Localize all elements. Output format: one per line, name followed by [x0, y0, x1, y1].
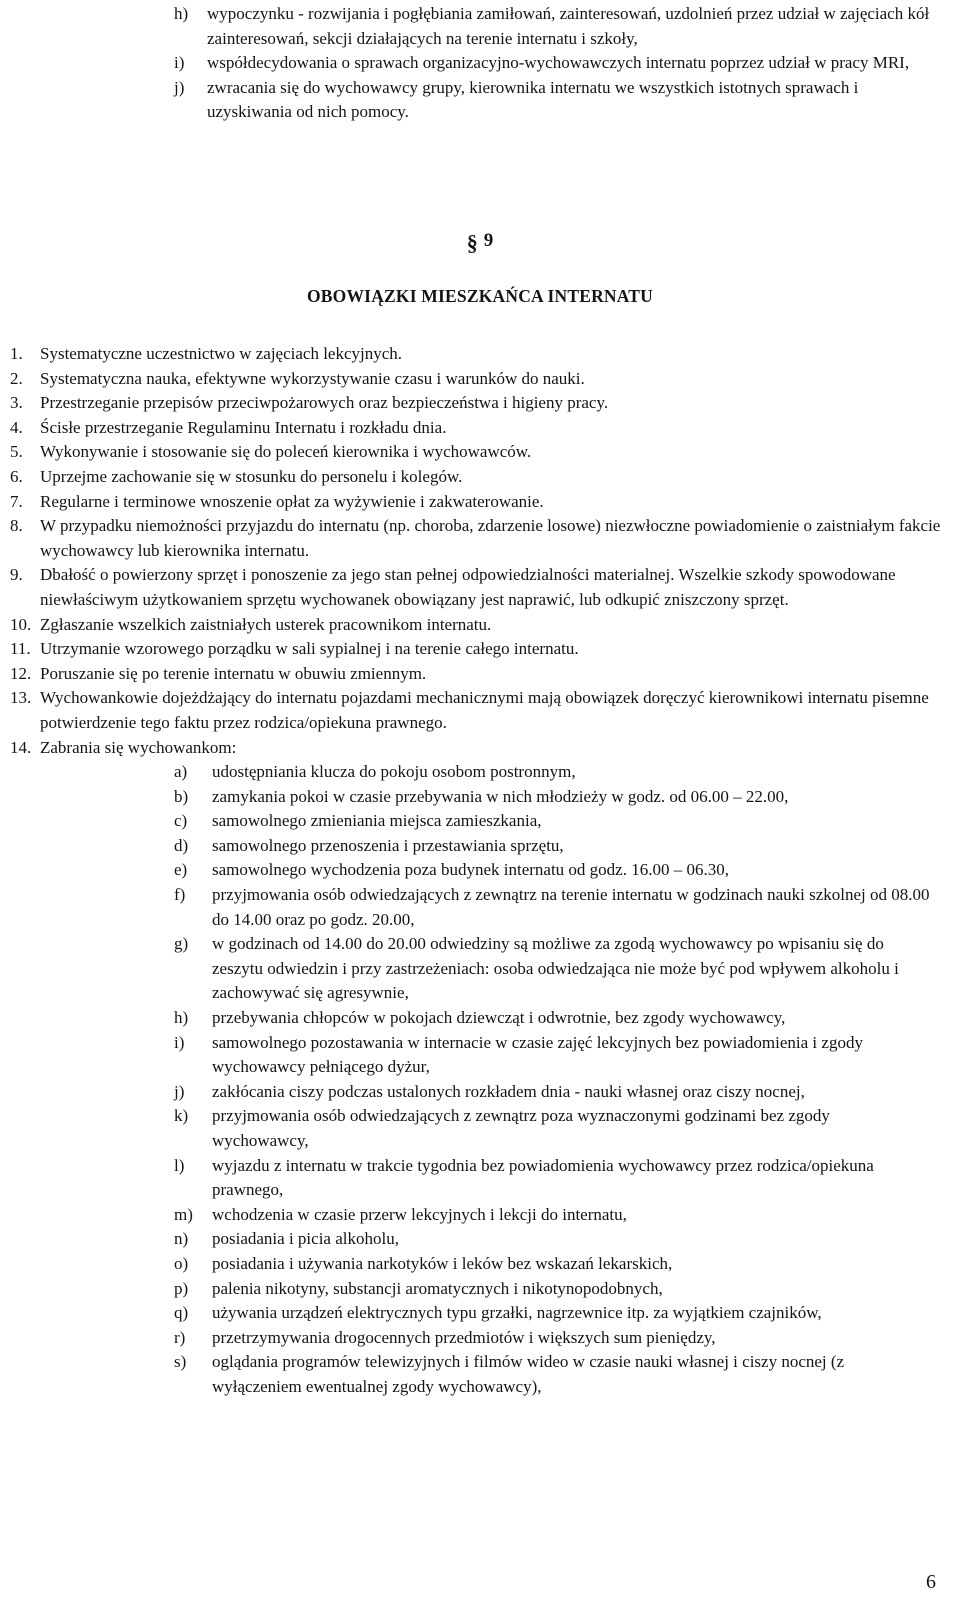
item-text: Zabrania się wychowankom:	[40, 737, 237, 757]
page-number: 6	[926, 1571, 936, 1593]
sub-item-label: p)	[174, 1278, 189, 1298]
sub-item	[155, 1277, 930, 1302]
item-number: 10.	[10, 614, 32, 634]
sub-item-text: oglądania programów telewizyjnych i filmów wideo w czasie nauki własnej i ciszy nocnej (z wyłączeniem ewentualnej zgody wychowawcy),	[212, 1352, 845, 1396]
section-number: 9	[483, 230, 494, 251]
sub-item-label: s)	[174, 1352, 187, 1372]
item-text: Wykonywanie i stosowanie się do poleceń kierownika i wychowawców.	[40, 442, 532, 462]
item-text: współdecydowania o sprawach organizacyjno-wychowawczych internatu poprzez udział w pracy MRI,	[207, 53, 910, 73]
sub-item-label: k)	[174, 1106, 189, 1126]
sub-item	[155, 1154, 930, 1203]
sub-item-text: posiadania i picia alkoholu,	[212, 1229, 399, 1249]
list-item	[10, 416, 950, 441]
sub-item-text: wchodzenia w czasie przerw lekcyjnych i lekcji do internatu,	[212, 1204, 627, 1224]
sub-item	[155, 1080, 930, 1105]
sub-item-label: a)	[174, 762, 188, 782]
item-text: Systematyczna nauka, efektywne wykorzystywanie czasu i warunków do nauki.	[40, 368, 585, 388]
sub-item	[155, 1350, 930, 1399]
section-heading	[0, 229, 960, 256]
sub-item-text: samowolnego przenoszenia i przestawiania sprzętu,	[212, 835, 564, 855]
sub-item	[155, 1227, 930, 1252]
list-item	[10, 465, 950, 490]
list-item	[10, 637, 950, 662]
item-text: Regularne i terminowe wnoszenie opłat za wyżywienie i zakwaterowanie.	[40, 491, 544, 511]
list-item	[10, 662, 950, 687]
item-number: 12.	[10, 663, 32, 683]
item-text: Dbałość o powierzony sprzęt i ponoszenie za jego stan pełnej odpowiedzialności materialnej. Wszelkie szkody spowodowane niewłaściwym użytkowaniem sprzętu wychowanek obowiązany jest naprawić, lub odkupić zniszczony sprzęt.	[40, 565, 896, 609]
duties-list	[10, 342, 950, 1400]
list-item	[10, 563, 950, 612]
section-title: OBOWIĄZKI MIESZKAŃCA INTERNATU	[306, 286, 653, 306]
item-label: j)	[174, 77, 185, 97]
sub-item-label: i)	[174, 1032, 185, 1052]
continued-list	[174, 2, 944, 125]
sub-item-text: wyjazdu z internatu w trakcie tygodnia bez powiadomienia wychowawcy przez rodzica/opiekuna prawnego,	[212, 1155, 874, 1200]
list-item	[10, 613, 950, 638]
list-item	[10, 490, 950, 515]
item-text: Wychowankowie dojeżdżający do internatu pojazdami mechanicznymi mają obowiązek doręczyć kierownikowi internatu pisemne potwierdzenie tego faktu przez rodzica/opiekuna prawnego.	[40, 688, 929, 732]
item-text: zwracania się do wychowawcy grupy, kierownika internatu we wszystkich istotnych sprawach i uzyskiwania od nich pomocy.	[207, 77, 859, 122]
sub-item	[155, 1203, 930, 1228]
sub-item-label: h)	[174, 1008, 189, 1028]
sub-item-label: c)	[174, 811, 188, 831]
item-text: Ścisłe przestrzeganie Regulaminu Internatu i rozkładu dnia.	[40, 417, 447, 437]
list-item-i	[174, 51, 944, 76]
sub-item	[155, 1326, 930, 1351]
sub-item-text: posiadania i używania narkotyków i leków bez wskazań lekarskich,	[212, 1253, 673, 1273]
item-text: Utrzymanie wzorowego porządku w sali sypialnej i na terenie całego internatu.	[40, 639, 579, 659]
sub-item-label: f)	[174, 885, 186, 905]
sub-item-text: przebywania chłopców w pokojach dziewcząt i odwrotnie, bez zgody wychowawcy,	[212, 1008, 786, 1028]
item-number: 8.	[10, 516, 23, 536]
sub-item-label: r)	[174, 1327, 186, 1347]
sub-item-label: n)	[174, 1229, 189, 1249]
item-number: 7.	[10, 491, 23, 511]
list-item	[10, 736, 950, 761]
item-text: wypoczynku - rozwijania i pogłębiania zamiłowań, zainteresowań, uzdolnień przez udział w zajęciach kół zainteresowań, sekcji działających na terenie internatu i szkoły,	[207, 4, 930, 48]
list-item	[10, 391, 950, 416]
sub-item-text: palenia nikotyny, substancji aromatycznych i nikotynopodobnych,	[212, 1278, 663, 1298]
item-label: i)	[174, 53, 185, 73]
item-number: 9.	[10, 565, 23, 585]
item-text: Przestrzeganie przepisów przeciwpożarowych oraz bezpieczeństwa i higieny pracy.	[40, 393, 609, 413]
sub-item-text: samowolnego zmieniania miejsca zamieszkania,	[212, 811, 542, 831]
sub-item-label: d)	[174, 835, 189, 855]
item-text: Systematyczne uczestnictwo w zajęciach lekcyjnych.	[40, 344, 403, 363]
item-number: 4.	[10, 417, 23, 437]
item-text: Zgłaszanie wszelkich zaistniałych usterek pracownikom internatu.	[40, 614, 492, 634]
sub-item-text: udostępniania klucza do pokoju osobom postronnym,	[212, 762, 576, 782]
sub-item-label: j)	[174, 1081, 185, 1101]
sub-item	[155, 883, 930, 932]
item-text: Poruszanie się po terenie internatu w obuwiu zmiennym.	[40, 663, 427, 683]
item-number: 1.	[10, 344, 23, 363]
item-text: Uprzejme zachowanie się w stosunku do personelu i kolegów.	[40, 466, 463, 486]
sub-item-text: samowolnego pozostawania w internacie w czasie zajęć lekcyjnych bez powiadomienia i zgody wychowawcy pełniącego dyżur,	[212, 1032, 863, 1077]
list-item-j	[174, 76, 944, 125]
sub-item-text: przyjmowania osób odwiedzających z zewnątrz poza wyznaczonymi godzinami bez zgody wychowawcy,	[212, 1106, 830, 1150]
sub-item-label: q)	[174, 1303, 189, 1323]
sub-item	[155, 834, 930, 859]
list-item	[10, 514, 950, 563]
sub-item-text: zakłócania ciszy podczas ustalonych rozkładem dnia - nauki własnej oraz ciszy nocnej,	[212, 1081, 805, 1101]
list-item	[10, 367, 950, 392]
item-number: 3.	[10, 393, 23, 413]
sub-item-label: e)	[174, 860, 188, 880]
sub-item-label: g)	[174, 934, 189, 954]
list-item-h	[174, 2, 944, 51]
item-number: 2.	[10, 368, 23, 388]
sub-item	[155, 785, 930, 810]
item-number: 6.	[10, 466, 23, 486]
item-label: h)	[174, 4, 189, 23]
sub-item	[155, 760, 930, 785]
item-number: 13.	[10, 688, 32, 708]
sub-item-label: m)	[174, 1204, 193, 1224]
sub-item-label: b)	[174, 786, 189, 806]
item-number: 14.	[10, 737, 32, 757]
sub-item-label: o)	[174, 1253, 189, 1273]
sub-item-text: samowolnego wychodzenia poza budynek internatu od godz. 16.00 – 06.30,	[212, 860, 729, 880]
sub-item	[155, 858, 930, 883]
section-symbol: §	[466, 230, 478, 255]
sub-item-label: l)	[174, 1155, 185, 1175]
sub-item-text: przetrzymywania drogocennych przedmiotów i większych sum pieniędzy,	[212, 1327, 716, 1347]
sub-item	[155, 809, 930, 834]
sub-item-text: w godzinach od 14.00 do 20.00 odwiedziny są możliwe za zgodą wychowawcy po wpisaniu się do zeszytu odwiedzin i przy zastrzeżeniach: osoba odwiedzająca nie może być pod wpływem alkoholu i zachowywać się agresywnie,	[212, 934, 899, 1003]
item-number: 11.	[10, 639, 31, 659]
item-text: W przypadku niemożności przyjazdu do internatu (np. choroba, zdarzenie losowe) niezwłoczne powiadomienie o zaistniałym fakcie wychowawcy lub kierownika internatu.	[40, 516, 941, 560]
sub-item	[155, 1031, 930, 1080]
list-item	[10, 686, 950, 735]
sub-item	[155, 1104, 930, 1153]
sub-item	[155, 1301, 930, 1326]
sub-item-text: używania urządzeń elektrycznych typu grzałki, nagrzewnice itp. za wyjątkiem czajników,	[212, 1303, 822, 1323]
list-item	[10, 440, 950, 465]
sub-item	[155, 932, 930, 1006]
sub-item	[155, 1006, 930, 1031]
sub-item-text: przyjmowania osób odwiedzających z zewnątrz na terenie internatu w godzinach nauki szkolnej od 08.00 do 14.00 oraz po godz. 20.00,	[212, 885, 930, 929]
item-number: 5.	[10, 442, 23, 462]
list-item	[10, 342, 950, 367]
sub-item-text: zamykania pokoi w czasie przebywania w nich młodzieży w godz. od 06.00 – 22.00,	[212, 786, 789, 806]
sub-item	[155, 1252, 930, 1277]
